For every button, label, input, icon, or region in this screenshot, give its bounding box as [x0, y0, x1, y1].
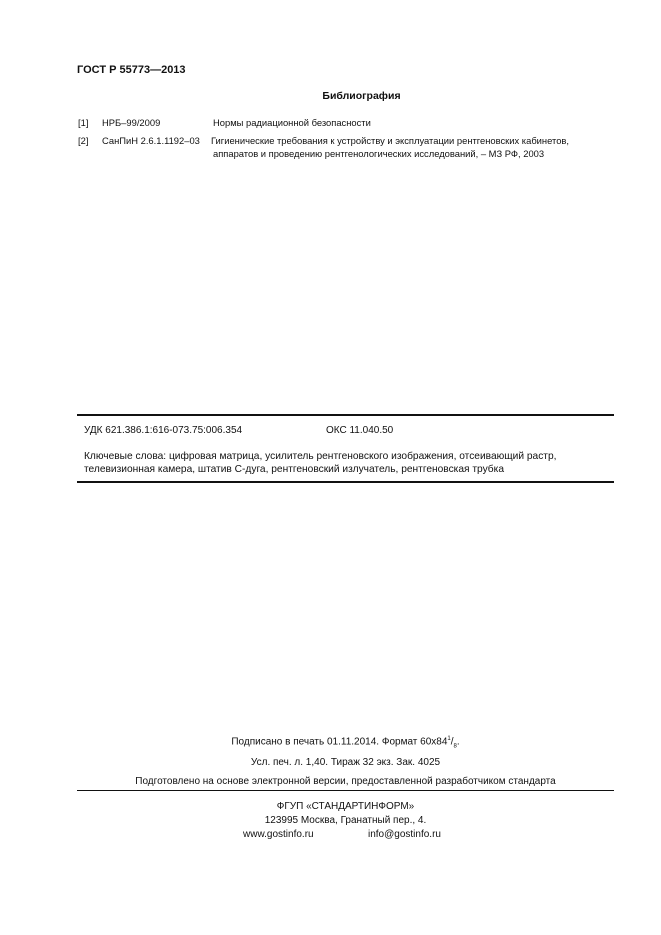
oks-code: ОКС 11.040.50: [326, 425, 394, 436]
bib-item-2-text-line-1: Гигиенические требования к устройству и эксплуатации рентгеновских кабинетов,: [211, 135, 569, 146]
document-id: ГОСТ Р 55773—2013: [77, 64, 186, 76]
prepared-note: Подготовлено на основе электронной версии, предоставленной разработчиком стандарта: [135, 776, 556, 787]
bib-item-1-code: НРБ–99/2009: [102, 117, 161, 128]
bib-item-2-number: [2]: [78, 135, 89, 146]
signed-for-print: Подписано в печать 01.11.2014. Формат $60х84^1/_8$.: [231, 736, 460, 750]
bib-item-2-text-line-2: аппаратов и проведению рентгенологических исследований, – МЗ РФ, 2003: [213, 148, 545, 159]
classification-bottom-rule: [77, 481, 614, 483]
bib-item-2-code: СанПиН 2.6.1.1192–03: [102, 135, 200, 146]
udk-code: УДК 621.386.1:616-073.75:006.354: [84, 425, 243, 436]
website-link[interactable]: www.gostinfo.ru: [243, 829, 314, 840]
format-suffix: .: [456, 736, 460, 748]
bib-item-1-text: Нормы радиационной безопасности: [213, 117, 371, 128]
keywords: Ключевые слова: цифровая матрица, усилитель рентгеновского изображения, отсеивающий растр, телевизионная камера, штатив С-дуга, рентгеновский излучатель, рентгеновская трубка: [84, 451, 557, 475]
format-subscript: 8: [453, 743, 457, 750]
email-link[interactable]: info@gostinfo.ru: [368, 829, 441, 840]
publisher-address: 123995 Москва, Гранатный пер., 4.: [264, 815, 427, 826]
print-info: Усл. печ. л. 1,40. Тираж 32 экз. Зак. 4025: [250, 757, 441, 768]
classification-top-rule: [77, 414, 614, 416]
format-superscript: 1: [447, 736, 451, 742]
signed-text: Подписано в печать 01.11.2014. Формат 60х84: [231, 736, 448, 748]
imprint-rule: [77, 790, 614, 791]
bibliography-title: Библиография: [322, 90, 401, 102]
publisher: ФГУП «СТАНДАРТИНФОРМ»: [276, 801, 415, 812]
bib-item-1-number: [1]: [78, 117, 89, 128]
